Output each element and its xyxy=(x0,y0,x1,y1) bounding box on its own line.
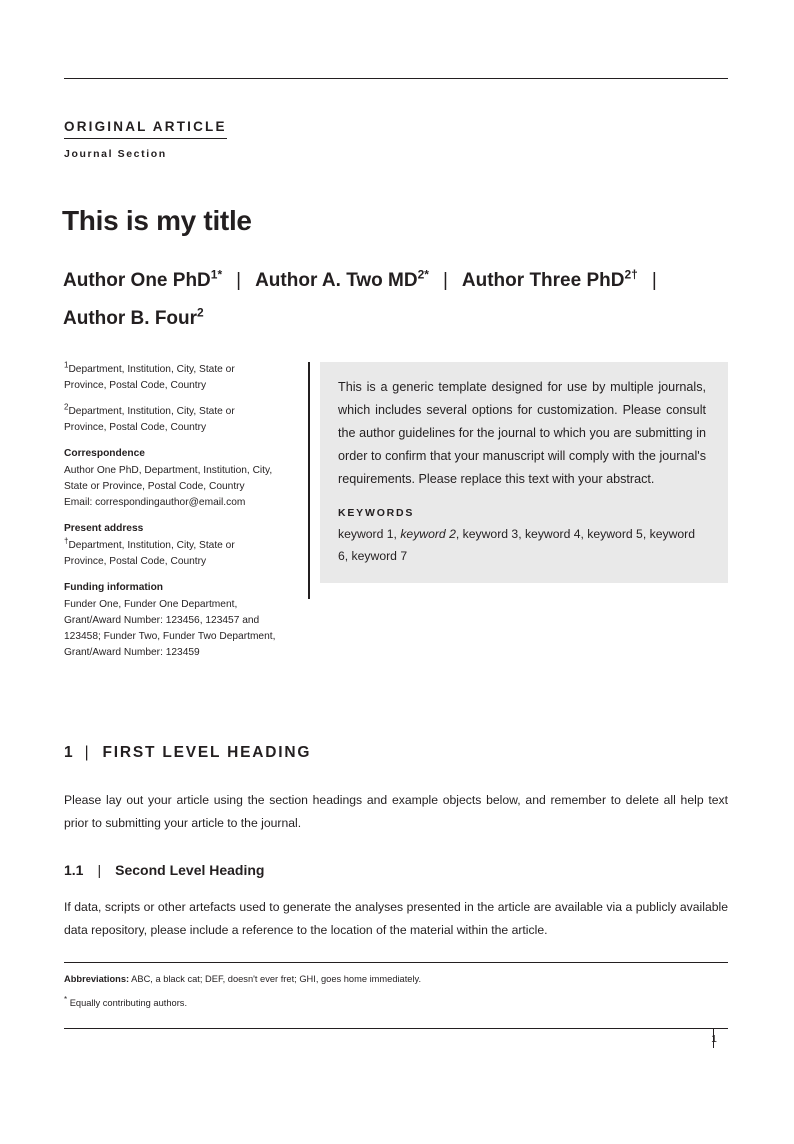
author-separator: | xyxy=(651,270,657,291)
section-1-1-body: If data, scripts or other artefacts used to generate the analyses presented in the article are available via a publicly available data repository, please include a reference to the location of the material within the article. xyxy=(64,900,728,937)
present-address-marker: † xyxy=(64,536,69,546)
correspondence-email[interactable]: Email: correspondingauthor@email.com xyxy=(64,497,246,508)
author-list xyxy=(63,262,693,338)
keywords-before: keyword 1, xyxy=(338,527,401,541)
affiliation-2 xyxy=(64,404,279,436)
equal-contribution-footnote xyxy=(64,996,728,1010)
present-address-text xyxy=(64,538,279,570)
article-type-label: ORIGINAL ARTICLE xyxy=(64,119,227,139)
author-symbol-marker: † xyxy=(631,267,638,282)
equal-contribution-marker: * xyxy=(64,994,68,1004)
author-separator: | xyxy=(236,270,242,291)
author-separator: | xyxy=(442,270,448,291)
author-name: Author B. Four xyxy=(63,308,198,329)
section-1-heading xyxy=(64,744,311,762)
funding-label: Funding information xyxy=(64,582,164,593)
affiliation-marker: 2 xyxy=(64,402,69,412)
affiliation-1 xyxy=(64,362,279,394)
abstract-box xyxy=(320,362,728,583)
author-name: Author A. Two MD xyxy=(255,270,418,291)
section-1-title: FIRST LEVEL HEADING xyxy=(102,744,312,761)
funding-text: Funder One, Funder One Department, Grant/Award Number: 123456, 123457 and 123458; Funder Two, Funder Two Department, Grant/Award Number: 123459 xyxy=(64,599,276,658)
abbreviations-text: ABC, a black cat; DEF, doesn't ever fret; GHI, goes home immediately. xyxy=(129,974,422,984)
keywords-list xyxy=(338,523,706,567)
keywords-after: , keyword 3, keyword 4, keyword 5, keyword 6, keyword 7 xyxy=(338,527,695,563)
affiliation-text: Department, Institution, City, State or Province, Postal Code, Country xyxy=(64,364,235,391)
correspondence-label: Correspondence xyxy=(64,448,145,459)
author-affiliation-marker: 2 xyxy=(197,305,204,320)
section-separator: | xyxy=(84,744,91,761)
present-address-value: Department, Institution, City, State or Province, Postal Code, Country xyxy=(64,540,235,567)
footnote-rule xyxy=(64,962,728,963)
journal-section-label: Journal Section xyxy=(64,148,167,160)
author-affiliation-marker: 2 xyxy=(624,267,632,282)
author-symbol-marker: * xyxy=(424,267,429,282)
correspondence-address: Author One PhD, Department, Institution, City, State or Province, Postal Code, Country xyxy=(64,465,273,492)
section-separator: | xyxy=(97,862,102,878)
top-rule xyxy=(64,78,728,79)
bottom-rule xyxy=(64,1028,728,1029)
metadata-column xyxy=(64,362,279,671)
abstract-text: This is a generic template designed for use by multiple journals, which includes several options for customization. Please consult the author guidelines for the journal to which you are submitting in order to confirm that your manuscript will comply with the journal's requirements. Please replace this text with your abstract. xyxy=(338,380,706,486)
section-1-1-title: Second Level Heading xyxy=(115,862,265,878)
abbreviations-footnote xyxy=(64,972,728,986)
section-1-1-number: 1.1 xyxy=(64,862,84,878)
equal-contribution-text: Equally contributing authors. xyxy=(67,998,188,1008)
page-number: 1 xyxy=(711,1033,717,1045)
keyword-italic: keyword 2 xyxy=(400,527,456,541)
author-affiliation-marker: 2 xyxy=(417,267,425,282)
author-name: Author Three PhD xyxy=(461,270,625,291)
author-symbol-marker: * xyxy=(217,267,223,282)
keywords-heading: KEYWORDS xyxy=(338,507,415,519)
page-title: This is my title xyxy=(62,204,252,236)
affiliation-marker: 1 xyxy=(64,360,69,370)
author-affiliation-marker: 1 xyxy=(210,267,218,282)
abstract-accent-bar xyxy=(308,362,310,599)
section-1-number: 1 xyxy=(64,744,73,761)
section-1-body: Please lay out your article using the section headings and example objects below, and remember to delete all help text prior to submitting your article to the journal. xyxy=(64,793,728,830)
abbreviations-label: Abbreviations: xyxy=(64,974,130,984)
section-1-1-heading xyxy=(64,862,264,878)
author-name: Author One PhD xyxy=(63,270,211,291)
present-address-label: Present address xyxy=(64,523,144,534)
affiliation-text: Department, Institution, City, State or Province, Postal Code, Country xyxy=(64,406,235,433)
